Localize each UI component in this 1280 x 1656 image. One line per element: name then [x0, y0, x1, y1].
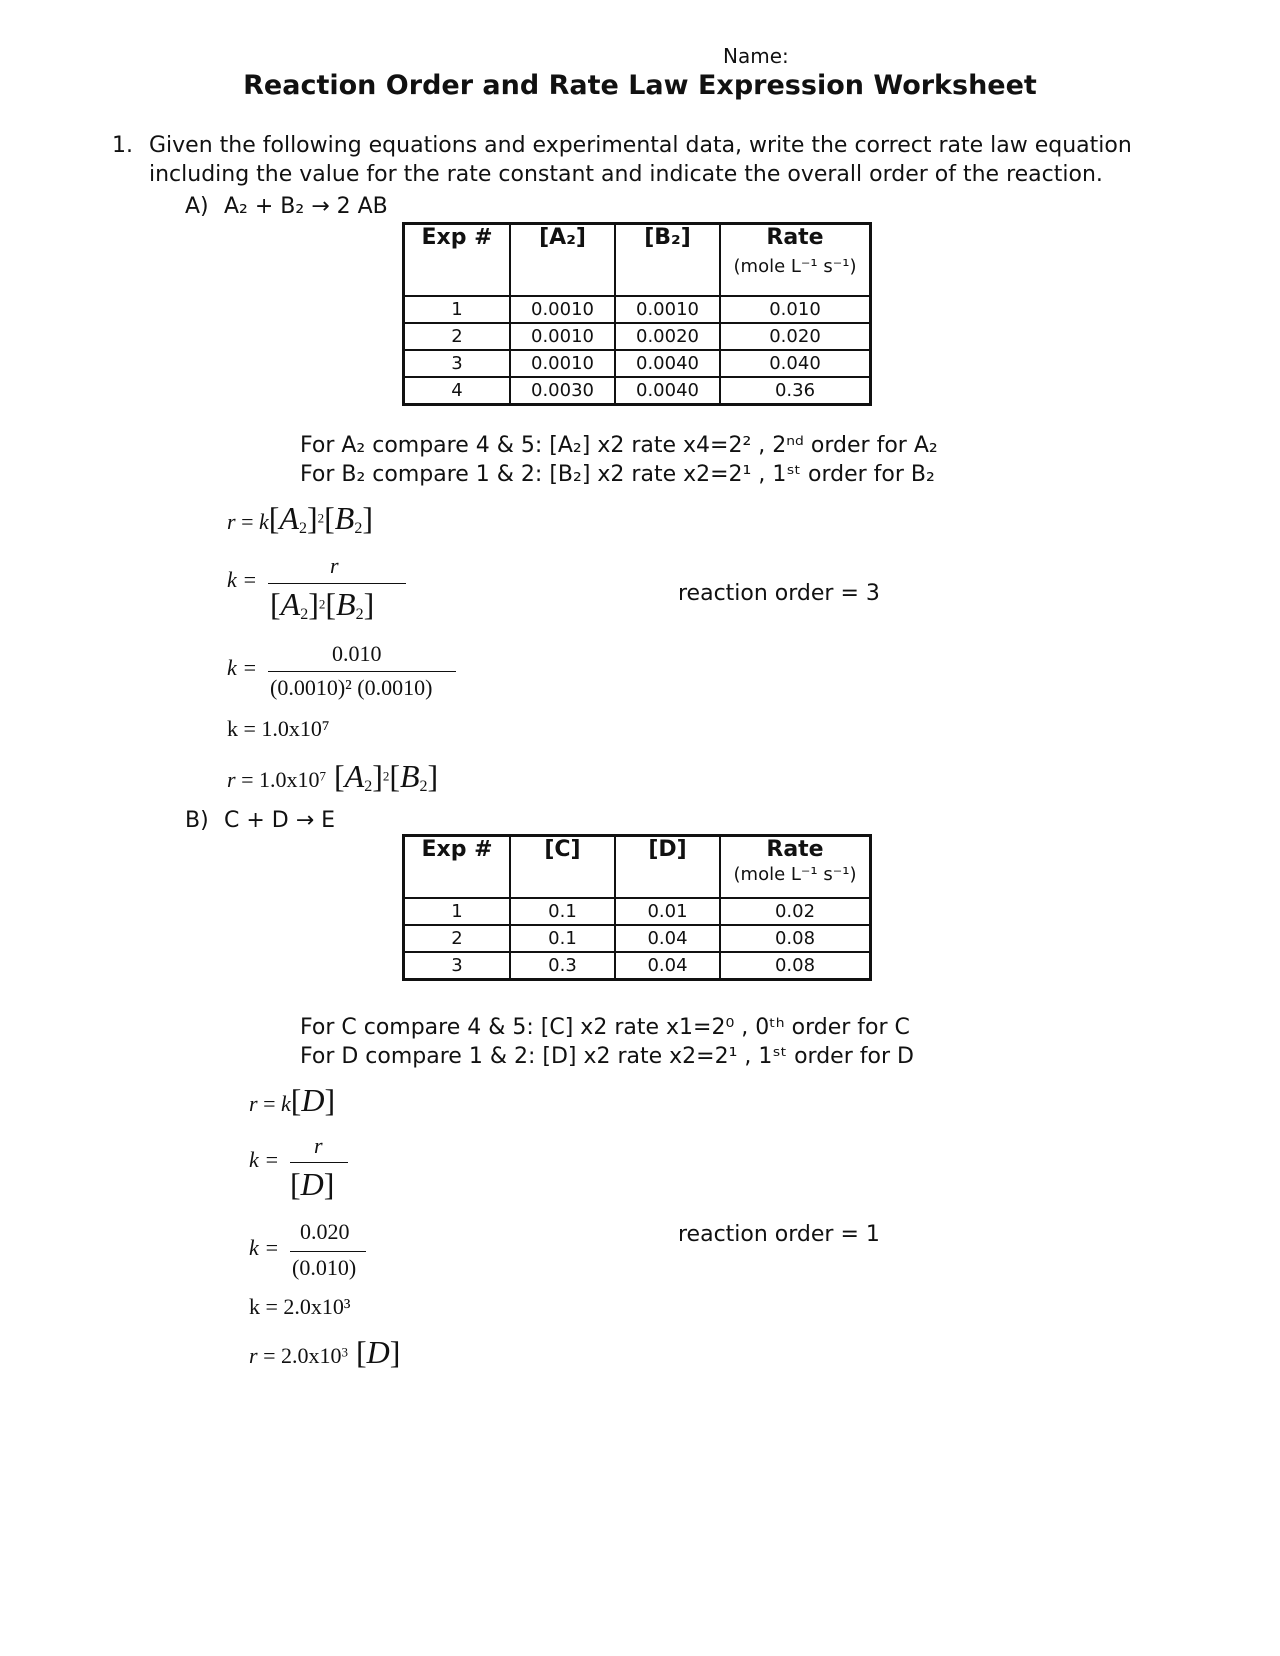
table-cell: 3: [404, 350, 511, 377]
part-a-label: A): [185, 194, 209, 219]
part-b-final-rate-law: $r = 2.0x10^3$ [D]: [249, 1334, 401, 1370]
k-fraction-denominator: $[A2]^2[B2]$: [270, 586, 375, 624]
part-b-note-2: For D compare 1 & 2: [D] x2 rate x2=2¹ , 1ˢᵗ order for D: [300, 1044, 914, 1069]
rate-units: (mole L⁻¹ s⁻¹): [733, 864, 857, 885]
part-a-note-2: For B₂ compare 1 & 2: [B₂] x2 rate x2=2¹ , 1ˢᵗ order for B₂: [300, 462, 935, 487]
part-a-note-1: For A₂ compare 4 & 5: [A₂] x2 rate x4=2² , 2ⁿᵈ order for A₂: [300, 433, 938, 458]
table-cell: 0.0040: [615, 350, 720, 377]
k-numerator: 0.010: [332, 641, 382, 666]
table-header: Rate: [766, 225, 824, 250]
table-cell: 0.0010: [510, 323, 615, 350]
table-row: [404, 377, 871, 405]
k-fraction-numerator: r: [314, 1133, 323, 1158]
table-header: Exp #: [421, 837, 493, 862]
table-cell: 0.010: [720, 296, 871, 323]
part-a-reaction-order: reaction order = 3: [678, 581, 880, 606]
k-value: k = 1.0x10⁷: [227, 716, 330, 741]
fraction-bar: [268, 671, 456, 672]
table-cell: 0.0040: [615, 377, 720, 405]
table-cell: 0.01: [615, 898, 720, 925]
table-row: [404, 323, 871, 350]
table-row: [404, 925, 871, 952]
part-b-label: B): [185, 808, 209, 833]
table-cell: 0.36: [720, 377, 871, 405]
table-header: [A₂]: [510, 224, 615, 296]
question-line-2: including the value for the rate constant and indicate the overall order of the reaction.: [149, 162, 1103, 187]
part-a-final-rate-law: $r = 1.0x10^7$ $[A2]^2[B2]$: [227, 758, 439, 796]
table-header: [D]: [615, 836, 720, 898]
question-line-1: Given the following equations and experimental data, write the correct rate law equation: [149, 133, 1132, 158]
rate-units: (mole L⁻¹ s⁻¹): [733, 256, 857, 277]
table-cell: 0.0020: [615, 323, 720, 350]
k-label: k =: [249, 1235, 280, 1260]
table-row: [404, 296, 871, 323]
table-header: Exp #: [421, 225, 493, 250]
table-cell: 4: [404, 377, 511, 405]
name-label: Name:: [723, 44, 789, 68]
table-header: Rate: [766, 837, 824, 862]
table-cell: 0.0010: [510, 350, 615, 377]
k-fraction-numerator: r: [330, 553, 339, 578]
k-denominator: (0.0010)² (0.0010): [270, 675, 433, 700]
table-cell: 2: [404, 925, 511, 952]
table-cell: 0.02: [720, 898, 871, 925]
table-cell: 0.040: [720, 350, 871, 377]
table-cell: 0.0010: [510, 296, 615, 323]
table-cell: 0.0030: [510, 377, 615, 405]
part-b-note-1: For C compare 4 & 5: [C] x2 rate x1=2⁰ , 0ᵗʰ order for C: [300, 1015, 910, 1040]
part-b-reaction-order: reaction order = 1: [678, 1222, 880, 1247]
table-cell: 2: [404, 323, 511, 350]
question-number: 1.: [112, 133, 133, 158]
table-header-rate: [720, 836, 871, 898]
fraction-bar: [290, 1162, 348, 1163]
table-row: [404, 952, 871, 980]
table-row: [404, 350, 871, 377]
part-a-reaction: A₂ + B₂ → 2 AB: [224, 194, 388, 219]
table-cell: 0.04: [615, 925, 720, 952]
table-row: [404, 898, 871, 925]
k-label: k =: [227, 655, 258, 680]
k-denominator: (0.010): [292, 1255, 357, 1280]
part-a-rate-law: $r = k[A2]^2[B2]$: [227, 500, 373, 538]
table-cell: 0.04: [615, 952, 720, 980]
k-value: k = 2.0x10³: [249, 1294, 351, 1319]
fraction-bar: [290, 1251, 366, 1252]
k-label: k =: [249, 1147, 280, 1172]
part-b-rate-law: r = k[D]: [249, 1082, 336, 1118]
table-cell: 1: [404, 296, 511, 323]
table-cell: 0.08: [720, 952, 871, 980]
part-a-data-table: [402, 222, 872, 406]
fraction-bar: [268, 583, 406, 584]
table-cell: 1: [404, 898, 511, 925]
part-b-reaction: C + D → E: [224, 808, 336, 833]
part-b-data-table: [402, 834, 872, 981]
k-label: k =: [227, 567, 258, 592]
table-cell: 0.3: [510, 952, 615, 980]
table-cell: 0.1: [510, 898, 615, 925]
worksheet-title: Reaction Order and Rate Law Expression Worksheet: [243, 70, 1037, 101]
table-header: [C]: [510, 836, 615, 898]
k-fraction-denominator: [D]: [290, 1166, 335, 1202]
table-cell: 0.0010: [615, 296, 720, 323]
table-cell: 0.08: [720, 925, 871, 952]
table-header-rate: [720, 224, 871, 296]
table-cell: 0.020: [720, 323, 871, 350]
k-numerator: 0.020: [300, 1219, 350, 1244]
table-cell: 0.1: [510, 925, 615, 952]
table-header: [B₂]: [615, 224, 720, 296]
table-cell: 3: [404, 952, 511, 980]
